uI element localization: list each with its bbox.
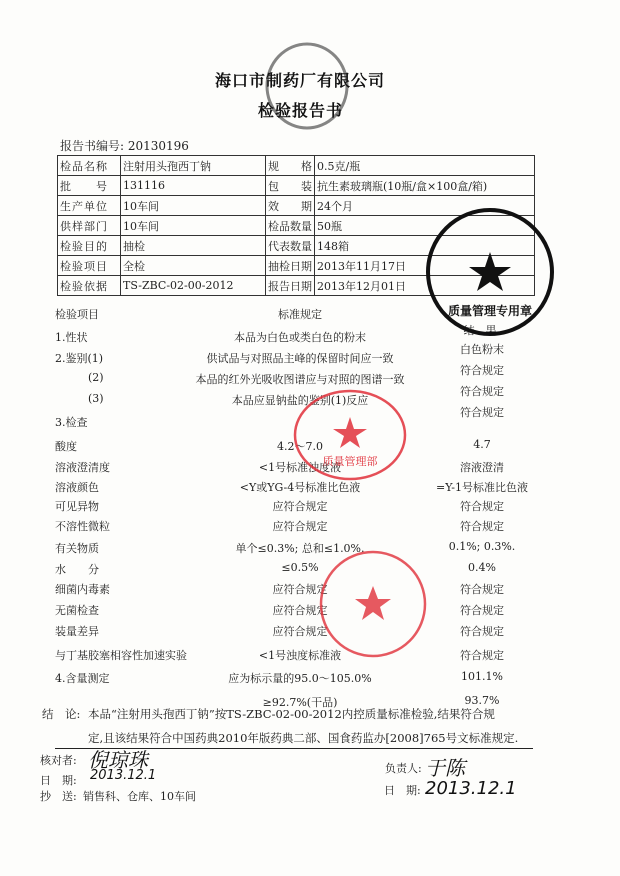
info-value: 24个月 <box>315 196 535 216</box>
black-quality-stamp <box>415 200 565 350</box>
info-label: 供样部门 <box>58 216 121 236</box>
black-stamp-top <box>252 36 362 136</box>
result-standard: 供试品与对照品主峰的保留时间应一致 <box>206 352 394 365</box>
result-item-name: 可见异物 <box>55 500 99 513</box>
info-value: 10车间 <box>121 216 266 236</box>
result-value: 符合规定 <box>460 625 504 638</box>
checker-label: 核对者: <box>40 754 77 767</box>
results-header-result: 结 果 <box>463 324 497 337</box>
info-value: 2013年12月01日 <box>315 276 535 296</box>
result-item-name: 3.检查 <box>55 416 88 429</box>
result-standard: 本品的红外光吸收图谱应与对照的图谱一致 <box>195 373 405 386</box>
info-label: 规 格 <box>266 156 315 176</box>
info-value: 2013年11月17日 <box>315 256 535 276</box>
result-standard: 应符合规定 <box>272 500 328 513</box>
red-stamp-1 <box>290 385 410 485</box>
result-standard: 本品应显钠盐的鉴别(1)反应 <box>231 394 369 407</box>
result-standard: ≤0.5% <box>281 561 319 574</box>
info-label: 检品数量 <box>266 216 315 236</box>
result-standard: 应符合规定 <box>272 604 328 617</box>
responsible-signature: 于陈 <box>425 756 465 780</box>
company-name: 海口市制药厂有限公司 <box>215 71 386 90</box>
result-item-name: 4.含量测定 <box>55 672 110 685</box>
info-label: 报告日期 <box>266 276 315 296</box>
info-label: 检验目的 <box>58 236 121 256</box>
result-item-name: (2) <box>88 371 104 384</box>
result-value: 0.4% <box>468 561 496 574</box>
info-label: 效 期 <box>266 196 315 216</box>
result-item-name: 2.鉴别(1) <box>55 352 104 365</box>
report-number: 报告书编号: 20130196 <box>60 139 189 153</box>
result-value: 101.1% <box>461 670 503 683</box>
responsible-date-label: 日 期: <box>384 784 421 797</box>
info-value: 148箱 <box>315 236 535 256</box>
cc-value: 销售科、仓库、10车间 <box>83 790 196 803</box>
result-standard: <1号浊度标准液 <box>258 649 342 662</box>
check-date: 2013.12.1 <box>90 768 157 783</box>
responsible-label: 负责人: <box>385 762 422 775</box>
result-standard: 应符合规定 <box>272 583 328 596</box>
result-value: =Y-1号标准比色液 <box>436 481 528 494</box>
svg-text:质量管理专用章: 质量管理专用章 <box>447 304 533 318</box>
result-value: 符合规定 <box>460 385 504 398</box>
conclusion-line1: 本品“注射用头孢西丁钠”按TS-ZBC-02-00-2012内控质量标准检验,结果符合规 <box>88 707 495 721</box>
result-standard: 本品为白色或类白色的粉末 <box>234 331 366 344</box>
info-value: 0.5克/瓶 <box>315 156 535 176</box>
result-value: 符合规定 <box>460 364 504 377</box>
result-value: 溶液澄清 <box>460 461 504 474</box>
info-label: 抽检日期 <box>266 256 315 276</box>
info-row <box>58 176 535 196</box>
date-label: 日 期: <box>40 774 77 787</box>
svg-text:质量管理部: 质量管理部 <box>322 455 378 468</box>
result-item-name: 1.性状 <box>55 331 88 344</box>
info-label: 包 装 <box>266 176 315 196</box>
result-standard: 应符合规定 <box>272 625 328 638</box>
red-stamp-2 <box>318 548 428 663</box>
info-value: 抽检 <box>121 236 266 256</box>
checker-signature: 倪琼珠 <box>88 748 148 772</box>
result-item-name: 溶液澄清度 <box>55 461 110 474</box>
cc-label: 抄 送: <box>40 790 77 803</box>
result-standard: <Y或YG-4号标准比色液 <box>239 481 361 494</box>
info-label: 检验项目 <box>58 256 121 276</box>
result-standard: 应符合规定 <box>272 520 328 533</box>
result-item-name: 不溶性微粒 <box>55 520 110 533</box>
result-value: 4.7 <box>473 438 491 451</box>
result-item-name: 有关物质 <box>55 542 99 555</box>
results-header-item: 检验项目 <box>55 308 99 321</box>
result-value: 0.1%; 0.3%. <box>448 540 516 553</box>
result-item-name: 溶液颜色 <box>55 481 99 494</box>
result-standard: 单个≤0.3%; 总和≤1.0%. <box>235 542 365 555</box>
result-item-name: 水 分 <box>55 563 99 576</box>
info-value: 抗生素玻璃瓶(10瓶/盒×100盒/箱) <box>315 176 535 196</box>
result-item-name: 细菌内毒素 <box>55 583 110 596</box>
result-item-name: 与丁基胶塞相容性加速实验 <box>55 649 187 662</box>
info-label: 批 号 <box>58 176 121 196</box>
result-value: 符合规定 <box>460 500 504 513</box>
result-item-name: 酸度 <box>55 440 77 453</box>
result-value: 符合规定 <box>460 520 504 533</box>
responsible-date: 2013.12.1 <box>425 778 517 799</box>
result-value: 白色粉末 <box>460 343 504 356</box>
result-item-name: (3) <box>88 392 104 405</box>
result-value: 符合规定 <box>460 583 504 596</box>
info-value: 131116 <box>121 176 266 196</box>
info-row <box>58 156 535 176</box>
info-value: 50瓶 <box>315 216 535 236</box>
result-value: 93.7% <box>464 694 500 707</box>
info-value: 10车间 <box>121 196 266 216</box>
info-value: 注射用头孢西丁钠 <box>121 156 266 176</box>
conclusion-line2: 定,且该结果符合中国药典2010年版药典二部、国食药监办[2008]765号文标准规定. <box>88 731 519 745</box>
result-value: 符合规定 <box>460 649 504 662</box>
result-item-name: 无菌检查 <box>55 604 99 617</box>
info-label: 检品名称 <box>58 156 121 176</box>
info-label: 代表数量 <box>266 236 315 256</box>
info-value: TS-ZBC-02-00-2012 <box>121 276 266 296</box>
report-title: 检验报告书 <box>258 101 344 120</box>
result-item-name: 装量差异 <box>55 625 99 638</box>
result-value: 符合规定 <box>460 604 504 617</box>
result-standard: ≥92.7%(干品) <box>262 696 338 709</box>
info-value: 全检 <box>121 256 266 276</box>
info-label: 检验依据 <box>58 276 121 296</box>
info-label: 生产单位 <box>58 196 121 216</box>
result-value: 符合规定 <box>460 406 504 419</box>
conclusion-label: 结 论: <box>42 707 81 721</box>
result-standard: <1号标准浊度液 <box>258 461 342 474</box>
result-standard: 4.2～7.0 <box>277 440 323 453</box>
results-header-standard: 标准规定 <box>278 308 322 321</box>
result-standard: 应为标示量的95.0～105.0% <box>228 672 372 685</box>
